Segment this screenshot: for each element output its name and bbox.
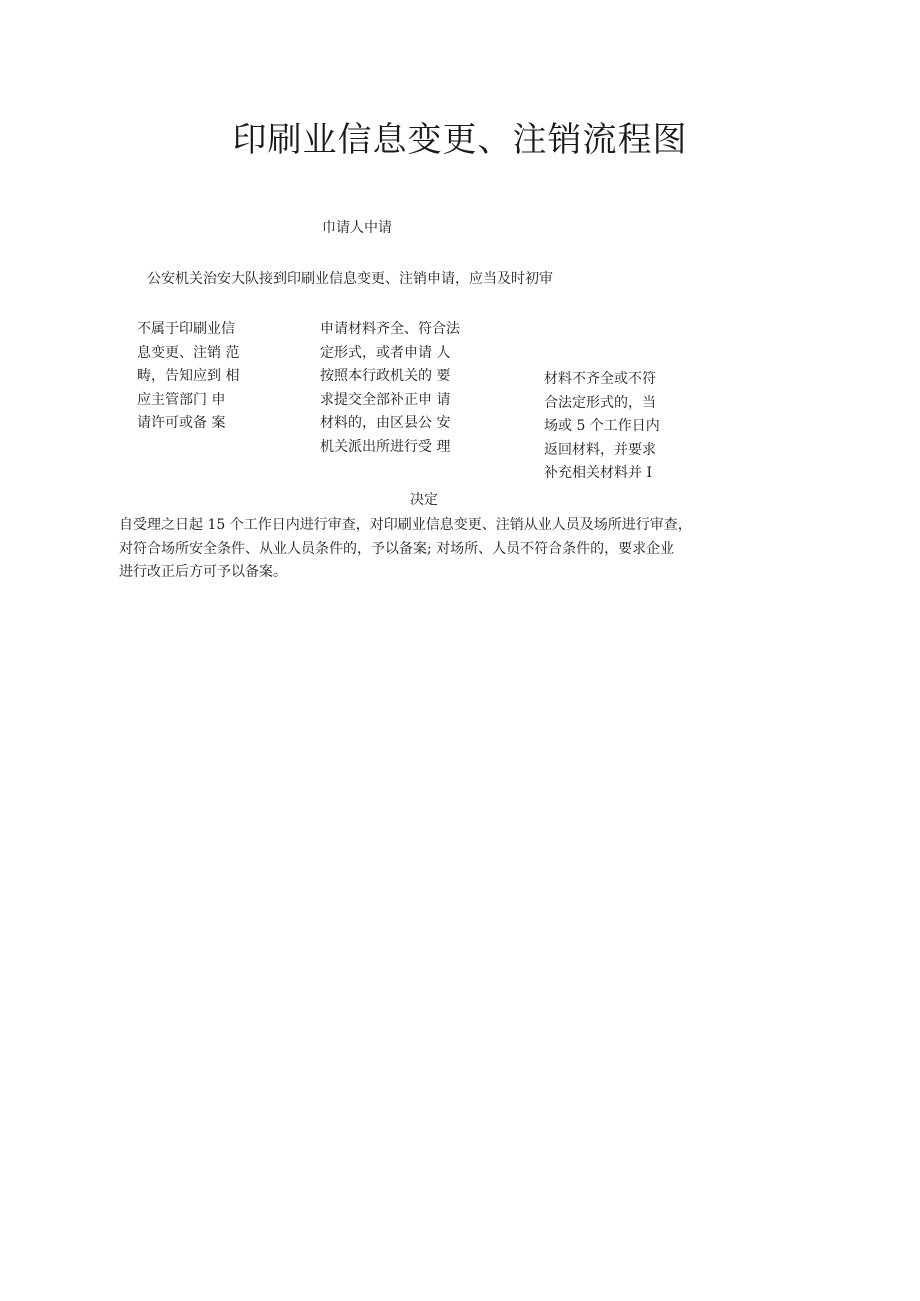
branch-line: 求提交全部补正申 请 [320,391,451,408]
branch-line: 按照本行政机关的 要 [320,368,451,384]
flow-branch-accept [320,318,460,459]
branch-line: 场或 5 个工作日内 [544,418,660,434]
branch-line: 畴，告知应到 相 [137,368,240,384]
flow-branch-not-in-scope [137,318,239,436]
flow-step-decision: 决定 [410,492,438,508]
branch-line: 申请材料齐全、符合法 [320,321,460,337]
branch-line: 补充相关材料并 I [544,465,652,481]
paragraph-line: 进行改正后方可予以备案。 [119,564,287,580]
page-title: 印刷业信息变更、注销流程图 [232,120,688,160]
branch-line: 材料不齐全或不符 [544,371,656,387]
branch-line: 合法定形式的，当 [544,394,656,411]
flow-branch-incomplete [544,368,660,486]
paragraph-line: 自受理之日起 15 个工作日内进行审查，对印刷业信息变更、注销从业人员及场所进行审查， [119,517,692,533]
branch-line: 机关派出所进行受 理 [320,438,451,455]
decision-paragraph [119,514,759,585]
branch-line: 返回材料，并要求 [544,441,656,458]
branch-line: 不属于印刷业信 [137,321,235,337]
branch-line: 材料的，由区县公 安 [320,415,451,431]
flow-step-initial-review: 公安机关治安大队接到印刷业信息变更、注销申请，应当及时初审 [147,271,553,287]
branch-line: 请许可或备 案 [137,415,226,431]
paragraph-line: 对符合场所安全条件、从业人员条件的，予以备案; 对场所、人员不符合条件的，要求企业 [119,540,675,557]
branch-line: 应主管部门 申 [137,391,226,408]
branch-line: 定形式，或者申请 人 [320,344,451,361]
flow-step-apply: 巾请人中请 [322,220,392,236]
branch-line: 息变更、注销 范 [137,344,240,361]
